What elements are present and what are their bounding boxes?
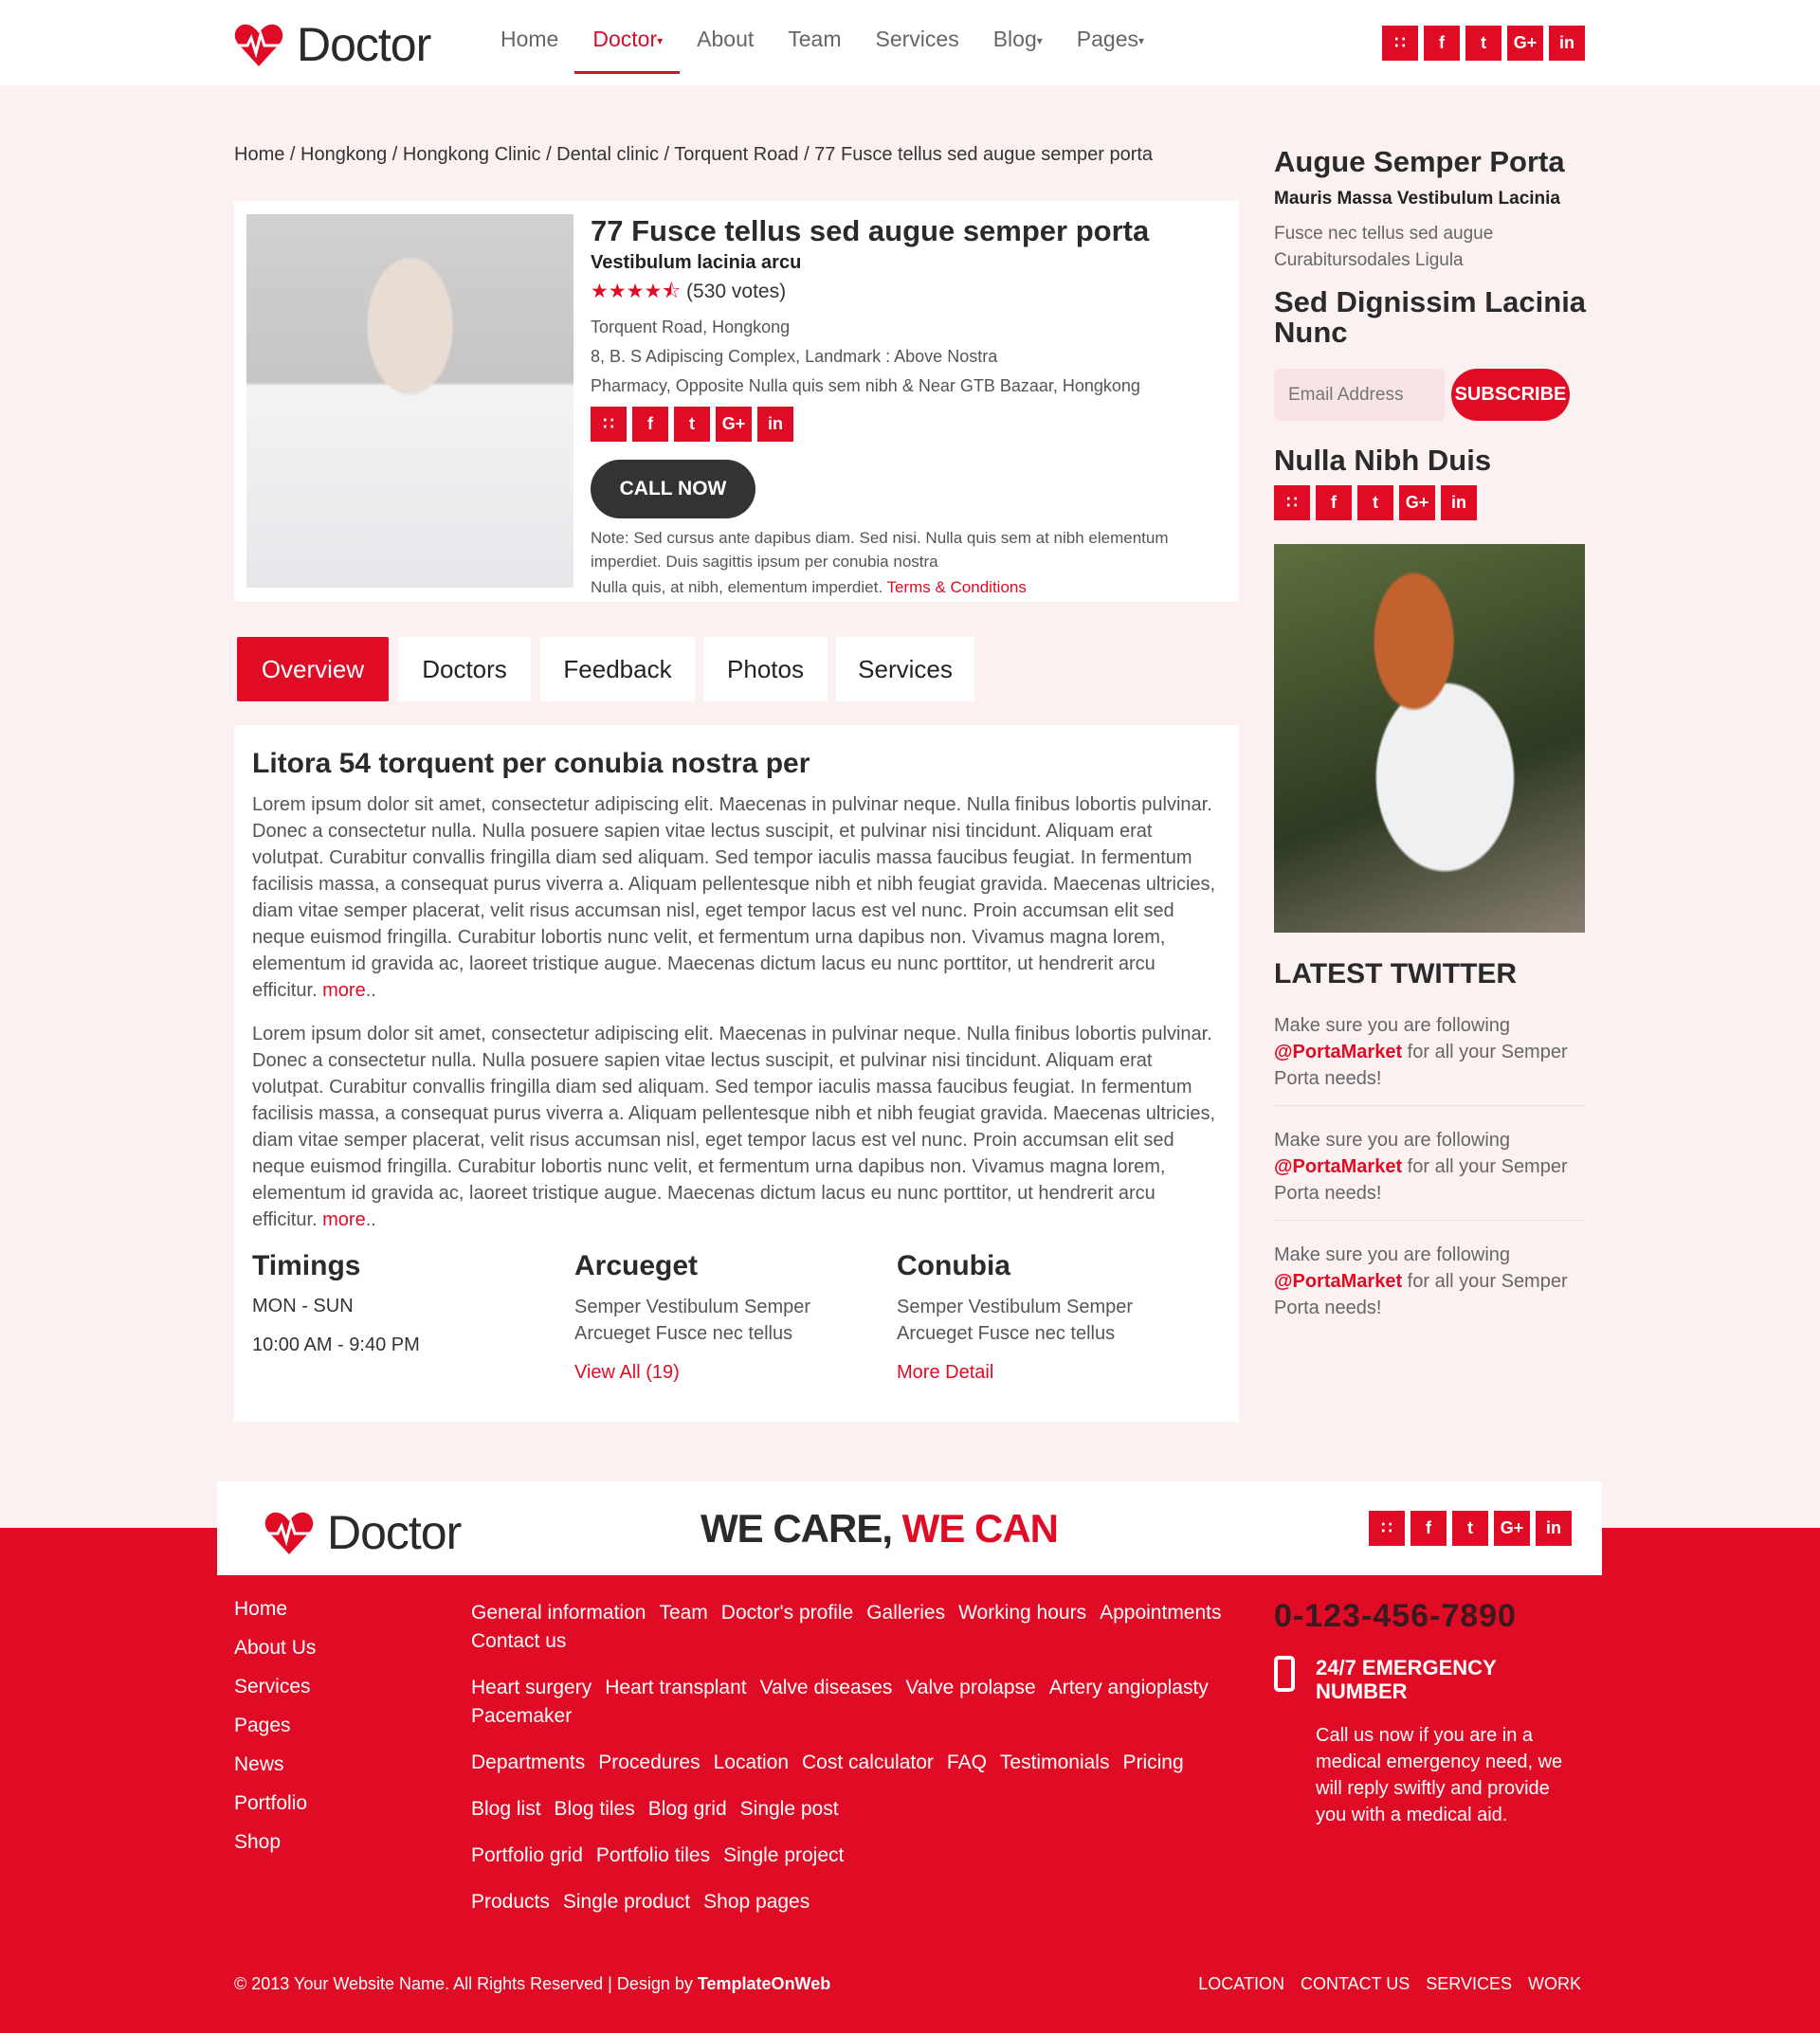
emergency-text: Call us now if you are in a medical emergency need, we will reply swiftly and provide you with a medical aid.: [1316, 1725, 1563, 1825]
phone-number: 0-123-456-7890: [1274, 1598, 1517, 1634]
designer-link[interactable]: TemplateOnWeb: [697, 1974, 831, 1993]
tab-photos[interactable]: Photos: [703, 637, 828, 701]
rss-icon[interactable]: ∷: [1274, 485, 1310, 520]
footer-link[interactable]: News: [234, 1753, 284, 1775]
address-line: 8, B. S Adipiscing Complex, Landmark : Above Nostra: [591, 347, 998, 366]
footer-link[interactable]: Testimonials: [999, 1752, 1110, 1773]
overview-paragraph: Lorem ipsum dolor sit amet, consectetur adipiscing elit. Maecenas in pulvinar neque. Nulla finibus lobortis pulvinar. Donec a consectetur nulla. Nulla posuere sapien vitae lectus suscipit, et pulvinar nisi tincidunt. Aliquam erat volutpat. Curabitur convallis fringilla diam sed aliquam. Sed tempor iaculis massa faucibus feugiat. In fermentum facilisis massa, a consequat purus viverra a. Aliquam pellentesque nibh et nibh feugiat gravida. Maecenas ultricies, diam vitae semper placerat, velit risus accumsan nisl, eget tempor lacus est vel nunc. Proin accumsan elit sed neque euismod fringilla. Curabitur lobortis nunc velit, et fermentum urna dapibus non. Vivamus magna lorem, elementum id gravida ac, laoreet tristique augue. Maecenas dictum lacus eu nunc porttitor, ut hendrerit arcu efficitur.: [252, 1024, 1216, 1230]
footer-link[interactable]: Contact us: [471, 1630, 567, 1652]
timings-hours: 10:00 AM - 9:40 PM: [252, 1334, 420, 1355]
footer-link[interactable]: General information: [471, 1602, 646, 1624]
nav-home[interactable]: [500, 27, 575, 74]
twitter-icon[interactable]: t: [1357, 485, 1393, 520]
tweet-text: Make sure you are following: [1274, 1015, 1511, 1036]
nav-label: Team: [788, 27, 842, 51]
footer-link-group: [471, 1796, 1248, 1824]
nav-team[interactable]: [771, 27, 858, 74]
note-text-2: Nulla quis, at nibh, elementum imperdiet.: [591, 578, 883, 596]
sidebar-text: Fusce nec tellus sed augue Curabitursodales Ligula: [1274, 224, 1494, 270]
footer-link[interactable]: Departments: [471, 1752, 586, 1773]
footer-link[interactable]: FAQ: [946, 1752, 987, 1773]
footer-link[interactable]: Heart transplant: [605, 1677, 747, 1698]
footer-link[interactable]: Valve prolapse: [905, 1677, 1036, 1698]
google-plus-icon[interactable]: G+: [1507, 26, 1543, 61]
linkedin-icon[interactable]: in: [1441, 485, 1477, 520]
tweet: [1274, 1119, 1585, 1221]
linkedin-icon[interactable]: in: [1536, 1511, 1572, 1546]
caret-down-icon: ▾: [1036, 33, 1043, 47]
footer-link[interactable]: About Us: [234, 1637, 317, 1659]
twitter-heading: LATEST TWITTER: [1274, 958, 1518, 989]
footer-link[interactable]: Single project: [723, 1844, 845, 1866]
footer-link[interactable]: Doctor's profile: [720, 1602, 854, 1624]
brand-logo[interactable]: [234, 17, 430, 72]
doctor-woman-photo: [1274, 544, 1585, 933]
tab-feedback[interactable]: Feedback: [540, 637, 695, 701]
footer-social-links: [1369, 1511, 1572, 1546]
caret-down-icon: ▾: [657, 33, 664, 47]
footer-link-group: [471, 1889, 1248, 1917]
tab-services[interactable]: Services: [836, 637, 974, 701]
nav-doctor[interactable]: [575, 27, 680, 74]
top-header: [0, 0, 1820, 85]
rss-icon[interactable]: ∷: [1369, 1511, 1405, 1546]
doctor-profile-card: [234, 201, 1239, 602]
footer-link-group: [471, 1600, 1248, 1657]
footer-link[interactable]: Galleries: [866, 1602, 946, 1624]
footer-link[interactable]: Shop: [234, 1831, 282, 1853]
footer-link[interactable]: Procedures: [598, 1752, 701, 1773]
arcueget-text: Semper Vestibulum Semper Arcueget Fusce nec tellus: [574, 1297, 811, 1344]
email-input[interactable]: [1274, 369, 1445, 421]
footer-link[interactable]: Services: [234, 1676, 311, 1697]
footer-link[interactable]: Heart surgery: [471, 1677, 592, 1698]
footer-bottom-link[interactable]: CONTACT US: [1300, 1974, 1410, 1993]
tagline-part-1: WE CARE,: [701, 1506, 892, 1551]
breadcrumb[interactable]: Home / Hongkong / Hongkong Clinic / Dental clinic / Torquent Road / 77 Fusce tellus sed augue semper porta: [234, 144, 1154, 165]
tweet-text: Make sure you are following: [1274, 1130, 1511, 1151]
note-text: Note: Sed cursus ante dapibus diam. Sed nisi. Nulla quis sem at nibh elementum imperdiet. Duis sagittis ipsum per conubia nostra: [591, 529, 1169, 571]
footer-bottom-link[interactable]: WORK: [1528, 1974, 1581, 1993]
brand-name: Doctor: [297, 18, 431, 71]
footer-link[interactable]: Portfolio grid: [471, 1844, 583, 1866]
more-suffix: ..: [365, 980, 376, 1001]
footer-link[interactable]: Artery angioplasty: [1048, 1677, 1209, 1698]
doctor-social-links: [591, 407, 1226, 442]
sidebar: [1274, 147, 1587, 1334]
twitter-icon[interactable]: t: [1452, 1511, 1488, 1546]
tab-overview[interactable]: Overview: [237, 637, 389, 701]
google-plus-icon[interactable]: G+: [1494, 1511, 1530, 1546]
nav-about[interactable]: [680, 27, 771, 74]
sidebar-subheading: Mauris Massa Vestibulum Lacinia: [1274, 189, 1560, 209]
footer-logo[interactable]: [264, 1505, 461, 1560]
nav-label: Pages: [1076, 27, 1138, 51]
twitter-handle-link[interactable]: @PortaMarket: [1274, 1042, 1403, 1062]
footer-brand-bar: [217, 1481, 1602, 1575]
footer-link[interactable]: Location: [713, 1752, 790, 1773]
footer-link[interactable]: Portfolio tiles: [595, 1844, 711, 1866]
nav-label: About: [697, 27, 755, 51]
caret-down-icon: ▾: [1138, 33, 1145, 47]
footer-link[interactable]: Team: [659, 1602, 708, 1624]
footer-contact: [1274, 1598, 1587, 1828]
tweet-text: for all your Semper Porta needs!: [1274, 1042, 1568, 1089]
footer-link[interactable]: Portfolio: [234, 1792, 308, 1814]
more-link[interactable]: more: [322, 1209, 366, 1230]
footer-left-links: [234, 1598, 316, 1870]
emergency-heading: 24/7 EMERGENCY NUMBER: [1316, 1656, 1497, 1703]
subscribe-button[interactable]: SUBSCRIBE: [1451, 369, 1570, 421]
footer-link[interactable]: Shop pages: [703, 1891, 810, 1913]
twitter-icon[interactable]: t: [674, 407, 710, 442]
tweet-text: for all your Semper Porta needs!: [1274, 1156, 1568, 1204]
nav-label: Blog: [992, 27, 1037, 51]
tagline-part-2: WE CAN: [901, 1506, 1058, 1551]
timings-heading: Timings: [252, 1250, 361, 1281]
footer-link-group: [471, 1675, 1248, 1732]
footer-bottom-link[interactable]: SERVICES: [1426, 1974, 1512, 1993]
more-link[interactable]: more: [322, 980, 366, 1001]
footer-link[interactable]: Pacemaker: [471, 1705, 573, 1727]
mobile-phone-icon: [1274, 1656, 1295, 1692]
doctor-subtitle: Vestibulum lacinia arcu: [591, 252, 802, 273]
footer-link[interactable]: Pricing: [1122, 1752, 1184, 1773]
address-line: Pharmacy, Opposite Nulla quis sem nibh & Near GTB Bazaar, Hongkong: [591, 376, 1140, 395]
footer-link[interactable]: Pages: [234, 1715, 291, 1736]
tweet: [1274, 1005, 1585, 1106]
twitter-handle-link[interactable]: @PortaMarket: [1274, 1271, 1403, 1292]
view-all-link[interactable]: View All (19): [574, 1362, 680, 1383]
arcueget-heading: Arcueget: [574, 1250, 699, 1281]
call-now-button[interactable]: CALL NOW: [591, 460, 755, 518]
address-line: Torquent Road, Hongkong: [591, 318, 791, 336]
more-suffix: ..: [365, 1209, 376, 1230]
twitter-handle-link[interactable]: @PortaMarket: [1274, 1156, 1403, 1177]
conubia-text: Semper Vestibulum Semper Arcueget Fusce nec tellus: [897, 1297, 1134, 1344]
sidebar-social-links: [1274, 485, 1587, 520]
tweet-text: Make sure you are following: [1274, 1244, 1511, 1265]
timings-days: MON - SUN: [252, 1296, 354, 1316]
footer-link[interactable]: Home: [234, 1598, 288, 1620]
footer-link[interactable]: Cost calculator: [802, 1752, 934, 1773]
footer-link[interactable]: Valve diseases: [759, 1677, 893, 1698]
facebook-icon[interactable]: f: [1424, 26, 1460, 61]
footer-link[interactable]: Single product: [562, 1891, 691, 1913]
footer-link[interactable]: Blog list: [471, 1798, 541, 1820]
nav-label: Services: [875, 27, 959, 51]
footer-link[interactable]: Blog tiles: [554, 1798, 635, 1820]
sidebar-heading-2: Sed Dignissim Lacinia Nunc: [1274, 285, 1587, 349]
overview-panel: [234, 725, 1239, 1422]
twitter-icon[interactable]: t: [1465, 26, 1502, 61]
footer-link[interactable]: Blog grid: [647, 1798, 727, 1820]
nav-label: Home: [500, 27, 559, 51]
facebook-icon[interactable]: f: [1410, 1511, 1447, 1546]
star-rating: ★★★★⯪: [591, 281, 682, 302]
rss-icon[interactable]: ∷: [1382, 26, 1418, 61]
nav-services[interactable]: [859, 27, 976, 74]
footer-link-group: [471, 1842, 1248, 1871]
facebook-icon[interactable]: f: [1316, 485, 1352, 520]
doctor-title: 77 Fusce tellus sed augue semper porta: [591, 214, 1150, 247]
tweet-text: for all your Semper Porta needs!: [1274, 1271, 1568, 1318]
footer-link[interactable]: Products: [471, 1891, 550, 1913]
nav-label: Doctor: [592, 27, 658, 51]
facebook-icon[interactable]: f: [632, 407, 668, 442]
heart-logo-icon: [264, 1511, 314, 1554]
votes-count: (530 votes): [686, 281, 787, 302]
nav-pages[interactable]: [1060, 27, 1161, 74]
overview-paragraph: Lorem ipsum dolor sit amet, consectetur adipiscing elit. Maecenas in pulvinar neque. Nulla finibus lobortis pulvinar. Donec a consectetur nulla. Nulla posuere sapien vitae lectus suscipit, et pulvinar nisi tincidunt. Aliquam erat volutpat. Curabitur convallis fringilla diam sed aliquam. Sed tempor iaculis massa faucibus feugiat. In fermentum facilisis massa, a consequat purus viverra a. Aliquam pellentesque nibh et nibh feugiat gravida. Maecenas ultricies, diam vitae semper placerat, velit risus accumsan nisl, eget tempor lacus est vel nunc. Proin accumsan elit sed neque euismod fringilla. Curabitur lobortis nunc velit, et fermentum urna dapibus non. Vivamus magna lorem, elementum id gravida ac, laoreet tristique augue. Maecenas dictum lacus eu nunc porttitor, ut hendrerit arcu efficitur.: [252, 794, 1216, 1001]
footer-bottom-links: [1198, 1974, 1581, 1994]
tab-doctors[interactable]: Doctors: [398, 637, 531, 701]
sidebar-heading-1: Augue Semper Porta: [1274, 145, 1565, 178]
linkedin-icon[interactable]: in: [1549, 26, 1585, 61]
more-detail-link[interactable]: More Detail: [897, 1362, 994, 1383]
doctor-photo: [246, 214, 573, 588]
google-plus-icon[interactable]: G+: [716, 407, 752, 442]
footer-bottom-link[interactable]: LOCATION: [1198, 1974, 1284, 1993]
main-nav: [500, 27, 1161, 74]
nav-blog[interactable]: [976, 27, 1060, 74]
footer-link-group: [471, 1750, 1248, 1778]
conubia-heading: Conubia: [897, 1250, 1010, 1281]
footer-link[interactable]: Working hours: [958, 1602, 1087, 1624]
linkedin-icon[interactable]: in: [757, 407, 793, 442]
tweet: [1274, 1234, 1585, 1334]
footer-link[interactable]: Appointments: [1100, 1602, 1222, 1624]
footer-brand-name: Doctor: [327, 1506, 462, 1559]
footer-link-groups: [471, 1600, 1248, 1935]
terms-link[interactable]: Terms & Conditions: [886, 578, 1027, 596]
copyright-text: © 2013 Your Website Name. All Rights Reserved | Design by: [234, 1974, 693, 1993]
google-plus-icon[interactable]: G+: [1399, 485, 1435, 520]
header-social-links: [1382, 26, 1585, 61]
overview-heading: Litora 54 torquent per conubia nostra per: [252, 748, 810, 779]
sidebar-heading-3: Nulla Nibh Duis: [1274, 444, 1492, 477]
footer-link[interactable]: Single post: [739, 1798, 839, 1820]
heart-logo-icon: [234, 23, 283, 66]
rss-icon[interactable]: ∷: [591, 407, 627, 442]
